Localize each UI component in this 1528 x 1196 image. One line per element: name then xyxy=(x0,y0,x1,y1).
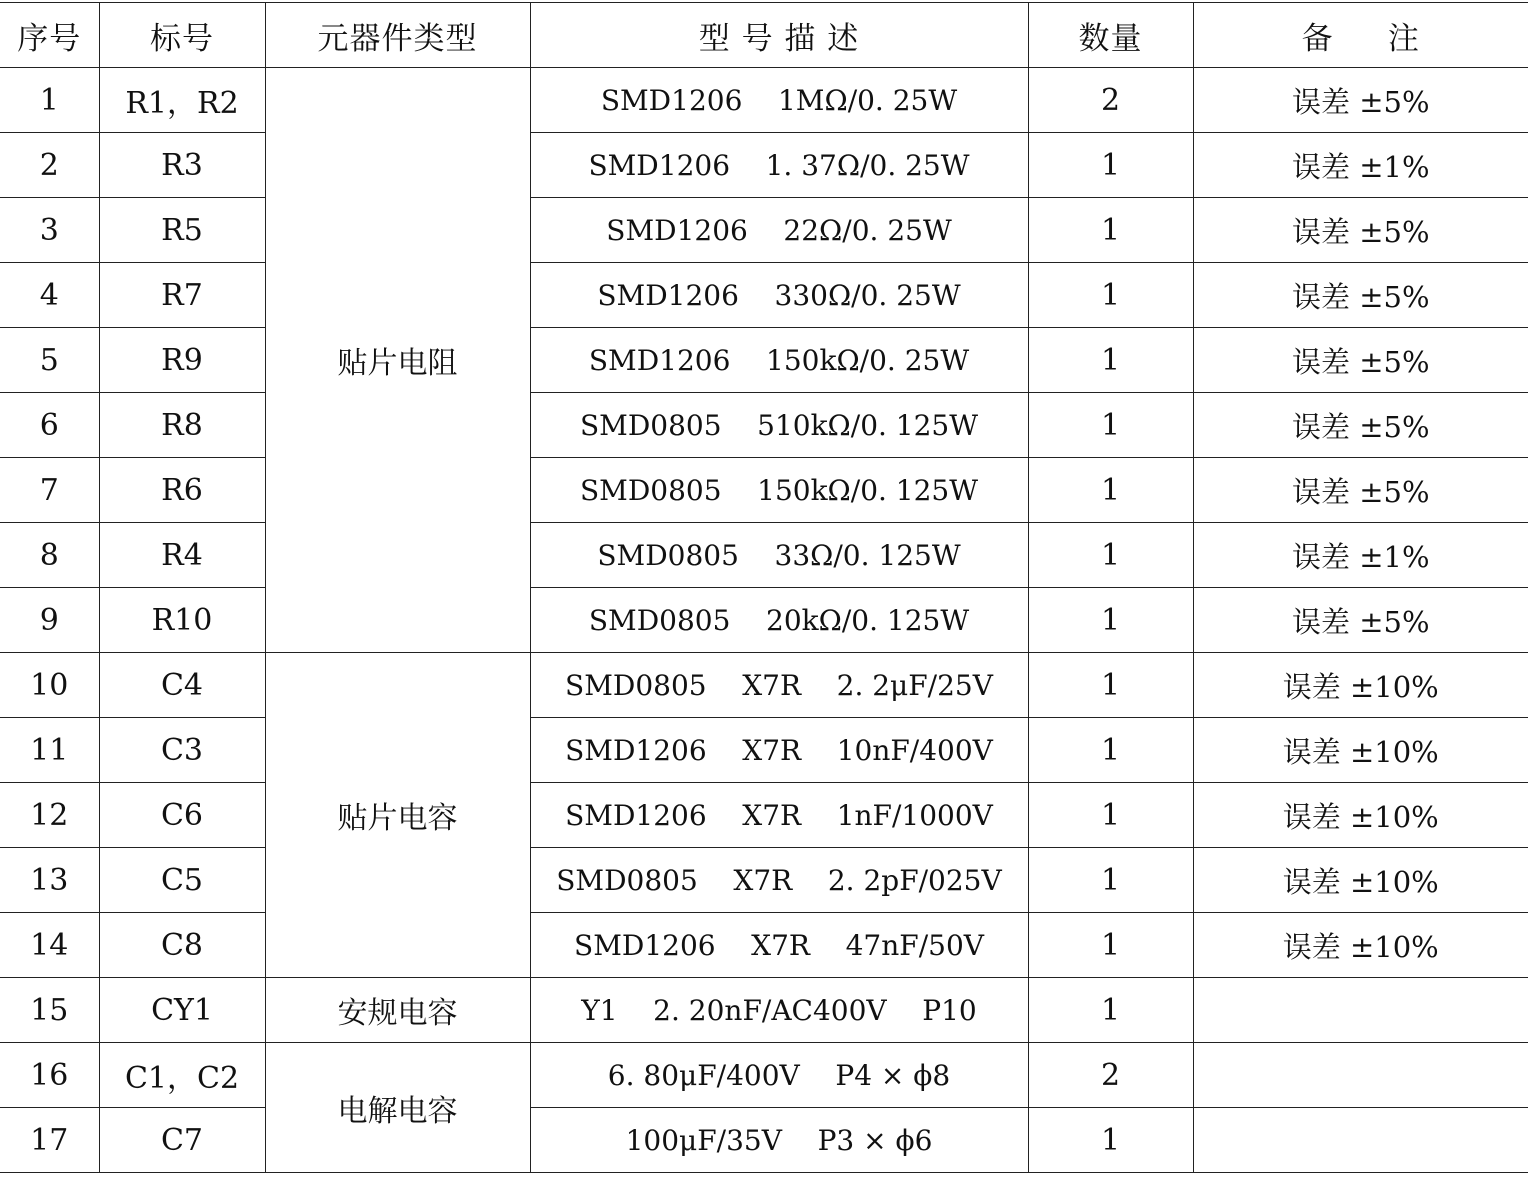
cell-desc: SMD0805 510kΩ/0. 125W xyxy=(530,393,1028,458)
cell-qty: 1 xyxy=(1028,523,1193,588)
cell-note: 误差 ±5% xyxy=(1193,263,1528,328)
table-row xyxy=(0,1108,1528,1173)
header-seq: 序号 xyxy=(0,3,99,68)
cell-ref: C4 xyxy=(99,653,265,718)
cell-ref: C5 xyxy=(99,848,265,913)
header-note: 备 注 xyxy=(1193,3,1528,68)
cell-seq: 1 xyxy=(0,68,99,133)
cell-qty: 1 xyxy=(1028,393,1193,458)
table-row xyxy=(0,978,1528,1043)
cell-note: 误差 ±5% xyxy=(1193,458,1528,523)
cell-ref: CY1 xyxy=(99,978,265,1043)
cell-ref: C6 xyxy=(99,783,265,848)
cell-seq: 13 xyxy=(0,848,99,913)
cell-note: 误差 ±5% xyxy=(1193,588,1528,653)
cell-desc: Y1 2. 20nF/AC400V P10 xyxy=(530,978,1028,1043)
cell-desc: SMD1206 X7R 10nF/400V xyxy=(530,718,1028,783)
cell-desc: 100μF/35V P3 × ϕ6 xyxy=(530,1108,1028,1173)
header-ref: 标号 xyxy=(99,3,265,68)
cell-note: 误差 ±10% xyxy=(1193,913,1528,978)
cell-note: 误差 ±1% xyxy=(1193,523,1528,588)
table-row xyxy=(0,653,1528,718)
header-row xyxy=(0,3,1528,68)
cell-qty: 1 xyxy=(1028,133,1193,198)
header-qty: 数量 xyxy=(1028,3,1193,68)
cell-qty: 1 xyxy=(1028,978,1193,1043)
cell-seq: 4 xyxy=(0,263,99,328)
cell-qty: 1 xyxy=(1028,783,1193,848)
cell-seq: 16 xyxy=(0,1043,99,1108)
table-row xyxy=(0,588,1528,653)
cell-qty: 1 xyxy=(1028,913,1193,978)
cell-desc: SMD0805 X7R 2. 2pF/025V xyxy=(530,848,1028,913)
cell-seq: 12 xyxy=(0,783,99,848)
cell-desc: SMD1206 1MΩ/0. 25W xyxy=(530,68,1028,133)
cell-qty: 1 xyxy=(1028,848,1193,913)
cell-note: 误差 ±10% xyxy=(1193,718,1528,783)
cell-seq: 9 xyxy=(0,588,99,653)
cell-ref: R4 xyxy=(99,523,265,588)
bom-table xyxy=(0,2,1528,1173)
cell-note: 误差 ±5% xyxy=(1193,198,1528,263)
table-row xyxy=(0,848,1528,913)
cell-seq: 6 xyxy=(0,393,99,458)
group-electrolytic-capacitor: 电解电容 xyxy=(265,1043,530,1173)
cell-qty: 1 xyxy=(1028,1108,1193,1173)
cell-seq: 11 xyxy=(0,718,99,783)
table-row xyxy=(0,1043,1528,1108)
cell-note: 误差 ±5% xyxy=(1193,393,1528,458)
group-resistor: 贴片电阻 xyxy=(265,68,530,653)
cell-seq: 8 xyxy=(0,523,99,588)
table-row xyxy=(0,263,1528,328)
cell-desc: SMD0805 X7R 2. 2μF/25V xyxy=(530,653,1028,718)
cell-qty: 1 xyxy=(1028,198,1193,263)
cell-qty: 1 xyxy=(1028,328,1193,393)
header-desc: 型 号 描 述 xyxy=(530,3,1028,68)
cell-ref: R3 xyxy=(99,133,265,198)
table-row xyxy=(0,458,1528,523)
cell-desc: 6. 80μF/400V P4 × ϕ8 xyxy=(530,1043,1028,1108)
cell-ref: C3 xyxy=(99,718,265,783)
header-type: 元器件类型 xyxy=(265,3,530,68)
cell-seq: 15 xyxy=(0,978,99,1043)
cell-ref: C7 xyxy=(99,1108,265,1173)
cell-qty: 2 xyxy=(1028,68,1193,133)
table-row xyxy=(0,523,1528,588)
cell-desc: SMD1206 X7R 1nF/1000V xyxy=(530,783,1028,848)
cell-ref: R9 xyxy=(99,328,265,393)
cell-seq: 2 xyxy=(0,133,99,198)
cell-ref: R10 xyxy=(99,588,265,653)
cell-note: 误差 ±5% xyxy=(1193,328,1528,393)
cell-note: 误差 ±10% xyxy=(1193,653,1528,718)
cell-ref: R1，R2 xyxy=(99,68,265,133)
cell-note: 误差 ±5% xyxy=(1193,68,1528,133)
cell-seq: 7 xyxy=(0,458,99,523)
cell-seq: 14 xyxy=(0,913,99,978)
cell-note xyxy=(1193,1108,1528,1173)
cell-note: 误差 ±1% xyxy=(1193,133,1528,198)
cell-desc: SMD0805 20kΩ/0. 125W xyxy=(530,588,1028,653)
cell-seq: 10 xyxy=(0,653,99,718)
table-row xyxy=(0,393,1528,458)
cell-seq: 5 xyxy=(0,328,99,393)
cell-note: 误差 ±10% xyxy=(1193,848,1528,913)
group-safety-capacitor: 安规电容 xyxy=(265,978,530,1043)
table-row xyxy=(0,328,1528,393)
table-row xyxy=(0,198,1528,263)
table-row xyxy=(0,783,1528,848)
cell-qty: 1 xyxy=(1028,588,1193,653)
cell-desc: SMD1206 150kΩ/0. 25W xyxy=(530,328,1028,393)
cell-seq: 3 xyxy=(0,198,99,263)
cell-desc: SMD1206 1. 37Ω/0. 25W xyxy=(530,133,1028,198)
cell-note xyxy=(1193,1043,1528,1108)
cell-ref: R5 xyxy=(99,198,265,263)
cell-desc: SMD1206 330Ω/0. 25W xyxy=(530,263,1028,328)
cell-qty: 1 xyxy=(1028,718,1193,783)
cell-qty: 1 xyxy=(1028,653,1193,718)
group-capacitor: 贴片电容 xyxy=(265,653,530,978)
table-row xyxy=(0,68,1528,133)
cell-note: 误差 ±10% xyxy=(1193,783,1528,848)
cell-qty: 1 xyxy=(1028,458,1193,523)
cell-seq: 17 xyxy=(0,1108,99,1173)
cell-desc: SMD1206 X7R 47nF/50V xyxy=(530,913,1028,978)
table-row xyxy=(0,133,1528,198)
cell-ref: C8 xyxy=(99,913,265,978)
table-row xyxy=(0,913,1528,978)
table-row xyxy=(0,718,1528,783)
cell-desc: SMD1206 22Ω/0. 25W xyxy=(530,198,1028,263)
cell-note xyxy=(1193,978,1528,1043)
cell-ref: C1，C2 xyxy=(99,1043,265,1108)
cell-desc: SMD0805 150kΩ/0. 125W xyxy=(530,458,1028,523)
cell-qty: 2 xyxy=(1028,1043,1193,1108)
cell-qty: 1 xyxy=(1028,263,1193,328)
cell-ref: R6 xyxy=(99,458,265,523)
cell-desc: SMD0805 33Ω/0. 125W xyxy=(530,523,1028,588)
cell-ref: R7 xyxy=(99,263,265,328)
cell-ref: R8 xyxy=(99,393,265,458)
